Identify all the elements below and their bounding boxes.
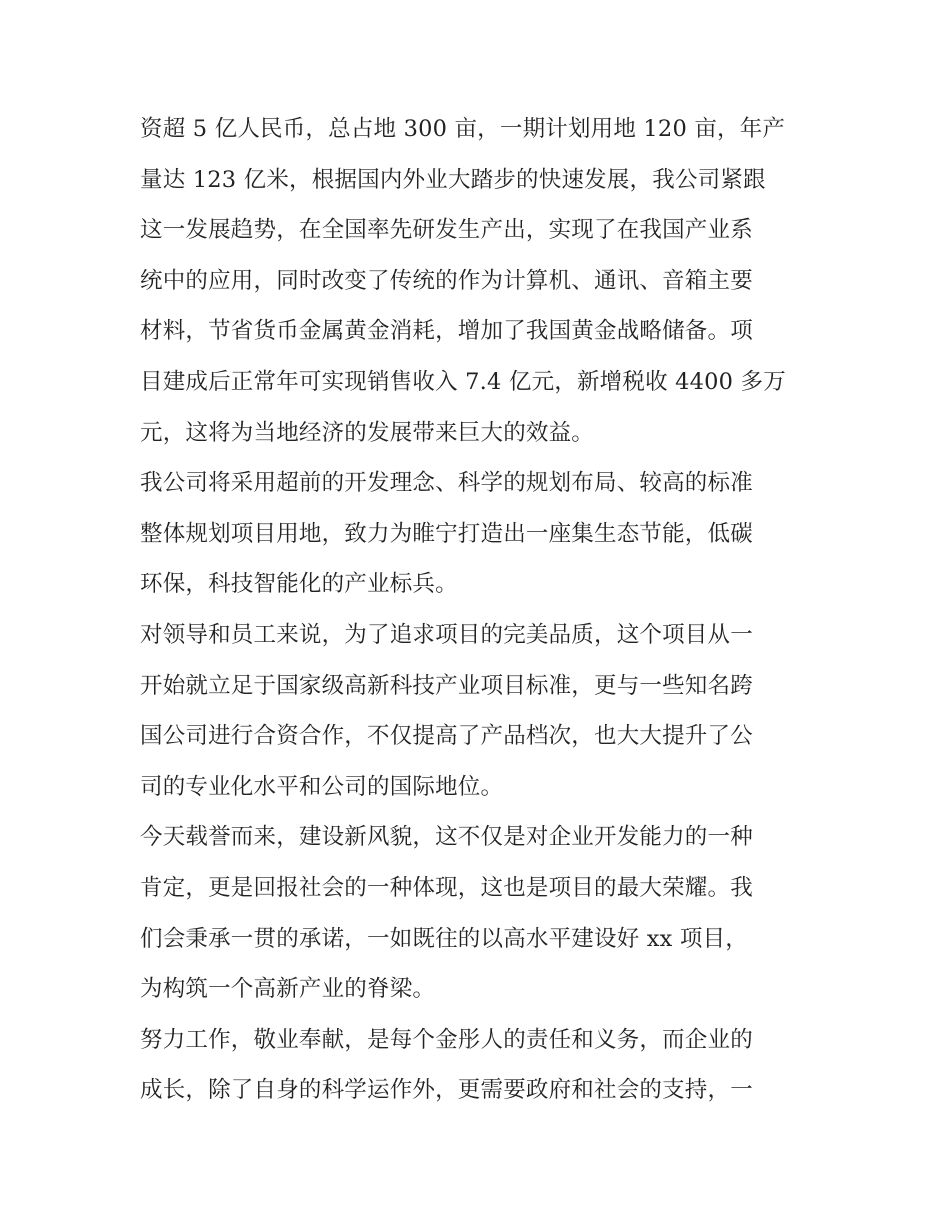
text-line: 这一发展趋势，在全国率先研发生产出，实现了在我国产业系 bbox=[140, 217, 753, 244]
text-line: 开始就立足于国家级高新科技产业项目标准，更与一些知名跨 bbox=[140, 672, 753, 699]
text-line: 肯定，更是回报社会的一种体现，这也是项目的最大荣耀。我 bbox=[140, 874, 753, 901]
text-line: 司的专业化水平和公司的国际地位。 bbox=[140, 773, 504, 800]
text-line: 材料，节省货币金属黄金消耗，增加了我国黄金战略储备。项 bbox=[140, 318, 753, 345]
text-line: 努力工作，敬业奉献，是每个金彤人的责任和义务，而企业的 bbox=[140, 1026, 753, 1053]
text-line: 们会秉承一贯的承诺，一如既往的以高水平建设好 xx 项目， bbox=[140, 925, 748, 952]
text-line: 资超 5 亿人民币，总占地 300 亩，一期计划用地 120 亩，年产 bbox=[140, 116, 786, 142]
text-line: 今天载誉而来，建设新风貌，这不仅是对企业开发能力的一种 bbox=[140, 824, 753, 851]
text-line: 量达 123 亿米，根据国内外业大踏步的快速发展，我公司紧跟 bbox=[140, 166, 766, 193]
text-line: 元，这将为当地经济的发展带来巨大的效益。 bbox=[140, 419, 595, 446]
text-line: 为构筑一个高新产业的脊梁。 bbox=[140, 976, 436, 1003]
text-line: 目建成后正常年可实现销售收入 7.4 亿元，新增税收 4400 多万 bbox=[140, 368, 786, 395]
text-line: 环保，科技智能化的产业标兵。 bbox=[140, 571, 458, 598]
document-body bbox=[140, 104, 820, 1116]
text-line: 成长，除了自身的科学运作外，更需要政府和社会的支持，一 bbox=[140, 1077, 753, 1104]
text-line: 我公司将采用超前的开发理念、科学的规划布局、较高的标准 bbox=[140, 470, 753, 497]
text-line: 对领导和员工来说，为了追求项目的完美品质，这个项目从一 bbox=[140, 621, 753, 648]
text-line: 统中的应用，同时改变了传统的作为计算机、通讯、音箱主要 bbox=[140, 267, 753, 294]
text-line: 国公司进行合资合作，不仅提高了产品档次，也大大提升了公 bbox=[140, 723, 753, 750]
text-line: 整体规划项目用地，致力为睢宁打造出一座集生态节能，低碳 bbox=[140, 520, 753, 547]
